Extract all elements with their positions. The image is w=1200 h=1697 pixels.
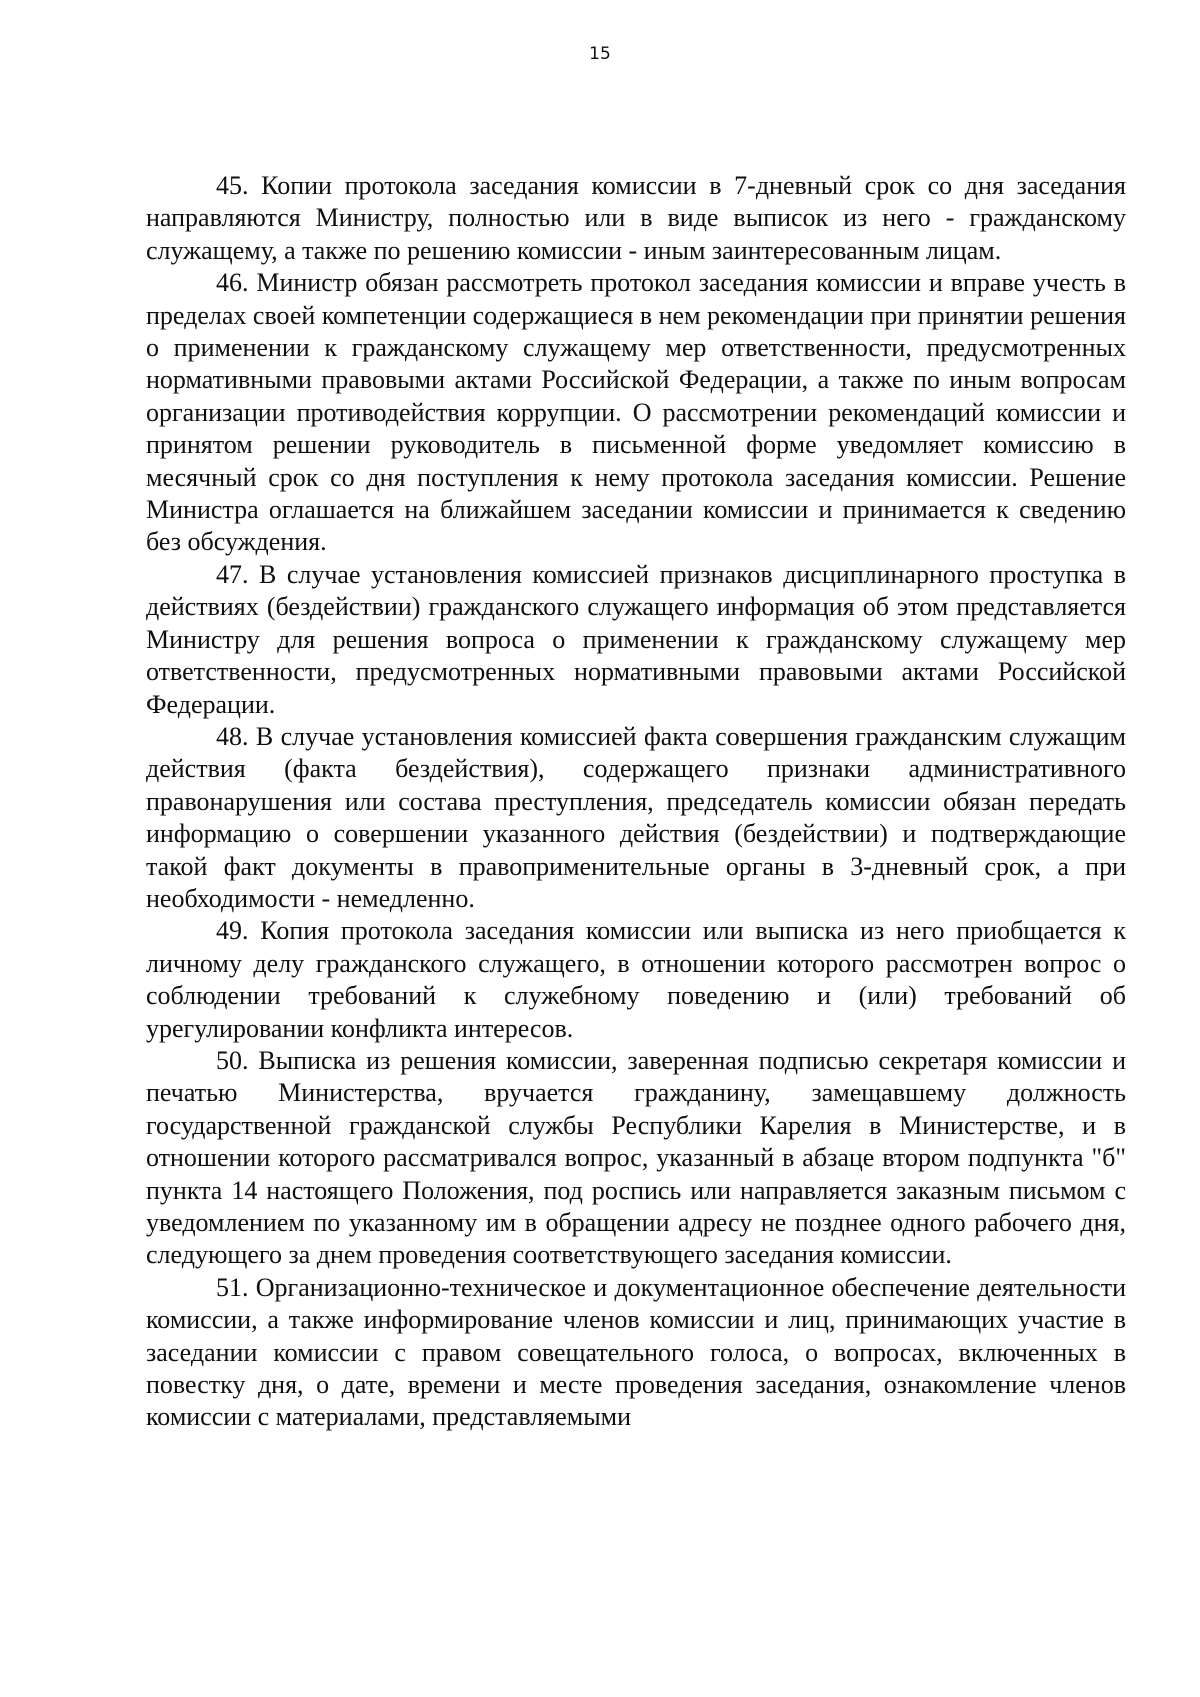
paragraph-49: 49. Копия протокола заседания комиссии или выписка из него приобщается к личному делу гражданского служащего, в отношении которого рассмотрен вопрос о соблюдении требований к служебному поведению и (или) требований об урегулировании конфликта интересов.: [146, 916, 1126, 1043]
paragraph-51: 51. Организационно-техническое и документационное обеспечение деятельности комиссии, а также информирование членов комиссии и лиц, принимающих участие в заседании комиссии с правом совещательного голоса, о вопросах, включенных в повестку дня, о дате, времени и месте проведения заседания, ознакомление членов комиссии с материалами, представляемыми: [146, 1272, 1126, 1432]
paragraph-50: 50. Выписка из решения комиссии, заверенная подписью секретаря комиссии и печатью Министерства, вручается гражданину, замещавшему должность государственной гражданской службы Республики Карелия в Министерстве, и в отношении которого рассматривался вопрос, указанный в абзаце втором подпункта "б" пункта 14 настоящего Положения, под роспись или направляется заказным письмом с уведомлением по указанному им в обращении адресу не позднее одного рабочего дня, следующего за днем проведения соответствующего заседания комиссии.: [146, 1045, 1126, 1270]
page-number: 15: [589, 44, 611, 64]
paragraph-48: 48. В случае установления комиссией факта совершения гражданским служащим действия (факта бездействия), содержащего признаки административного правонарушения или состава преступления, председатель комиссии обязан передать информацию о совершении указанного действия (бездействии) и подтверждающие такой факт документы в правоприменительные органы в 3-дневный срок, а при необходимости - немедленно.: [146, 721, 1126, 913]
paragraph-46: 46. Министр обязан рассмотреть протокол заседания комиссии и вправе учесть в пределах своей компетенции содержащиеся в нем рекомендации при принятии решения о применении к гражданскому служащему мер ответственности, предусмотренных нормативными правовыми актами Российской Федерации, а также по иным вопросам организации противодействия коррупции. О рассмотрении рекомендаций комиссии и принятом решении руководитель в письменной форме уведомляет комиссию в месячный срок со дня поступления к нему протокола заседания комиссии. Решение Министра оглашается на ближайшем заседании комиссии и принимается к сведению без обсуждения.: [146, 268, 1126, 557]
document-body: [146, 170, 1126, 1434]
paragraph-47: 47. В случае установления комиссией признаков дисциплинарного проступка в действиях (бездействии) гражданского служащего информация об этом представляется Министру для решения вопроса о применении к гражданскому служащему мер ответственности, предусмотренных нормативными правовыми актами Российской Федерации.: [146, 559, 1126, 719]
paragraph-45: 45. Копии протокола заседания комиссии в 7-дневный срок со дня заседания направляются Министру, полностью или в виде выписок из него - гражданскому служащему, а также по решению комиссии - иным заинтересованным лицам.: [146, 171, 1126, 265]
